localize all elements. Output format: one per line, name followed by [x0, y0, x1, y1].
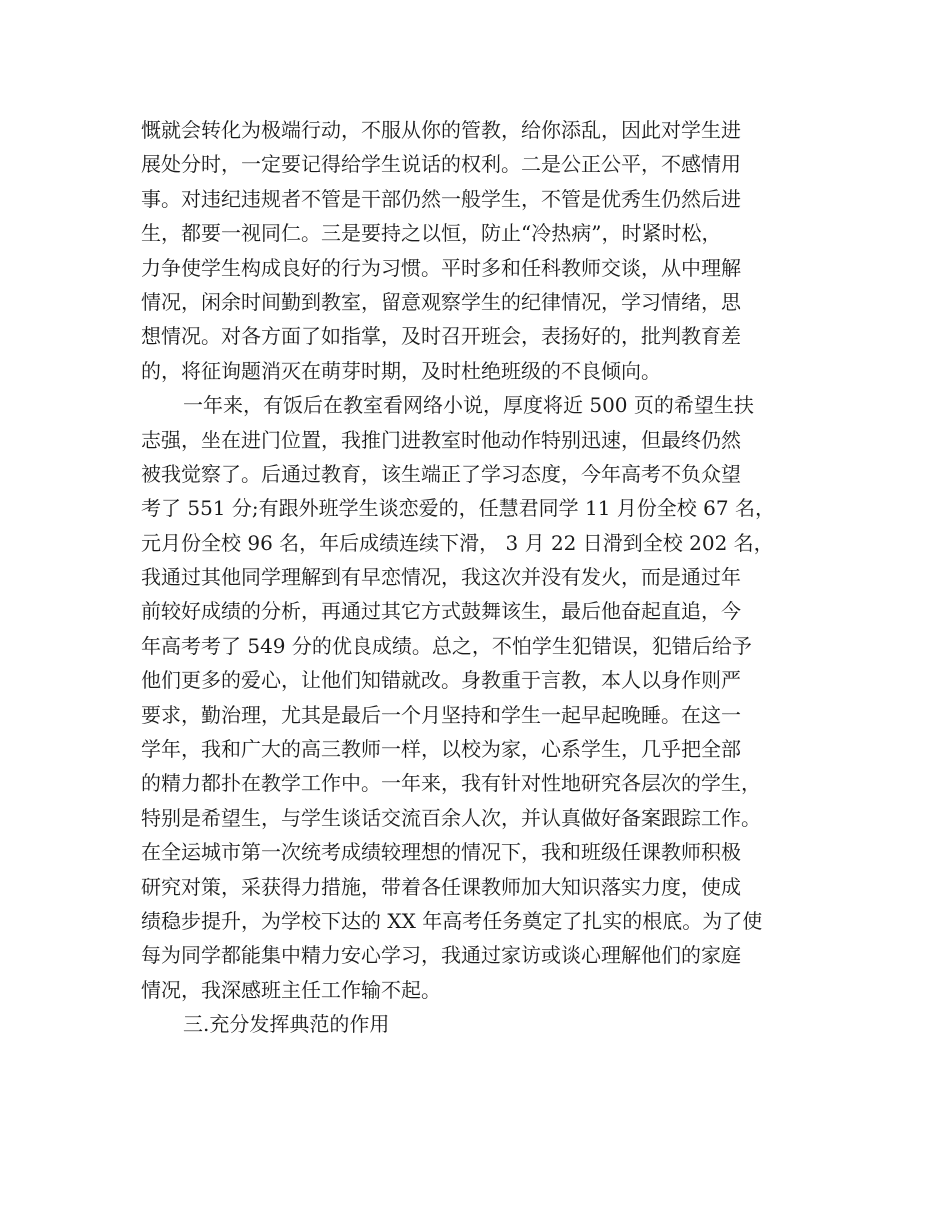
section-heading: 三.充分发挥典范的作用: [183, 1012, 390, 1037]
text-line: 前较好成绩的分析，再通过其它方式鼓舞该生，最后他奋起直追，今: [141, 599, 741, 624]
text-line: 情况，我深感班主任工作输不起。: [141, 977, 441, 1002]
text-line: 事。对违纪违规者不管是干部仍然一般学生，不管是优秀生仍然后进: [141, 186, 741, 211]
text-line: 要求，勤治理，尤其是最后一个月坚持和学生一起早起晚睡。在这一: [141, 702, 741, 727]
paragraph-start-line: 一年来，有饭后在教室看网络小说，厚度将近 500 页的希望生扶: [183, 393, 754, 418]
text-line: 在全运城市第一次统考成绩较理想的情况下，我和班级任课教师积极: [141, 840, 741, 865]
text-line: 的，将征询题消灭在萌芽时期，及时杜绝班级的不良倾向。: [141, 358, 661, 383]
text-line: 他们更多的爱心，让他们知错就改。身教重于言教，本人以身作则严: [141, 668, 741, 693]
text-line: 研究对策，采获得力措施，带着各任课教师加大知识落实力度，使成: [141, 874, 741, 899]
text-line: 学年，我和广大的高三教师一样，以校为家，心系学生，几乎把全部: [141, 737, 741, 762]
text-line: 志强，坐在进门位置，我推门进教室时他动作特别迅速，但最终仍然: [141, 427, 741, 452]
text-line: 年高考考了 549 分的优良成绩。总之，不怕学生犯错误，犯错后给予: [141, 633, 752, 658]
text-line: 考了 551 分;有跟外班学生谈恋爱的，任慧君同学 11 月份全校 67 名，: [141, 496, 775, 521]
text-line: 特别是希望生，与学生谈话交流百余人次，并认真做好备案跟踪工作。: [141, 805, 761, 830]
document-body: [141, 113, 841, 1042]
text-line: 的精力都扑在教学工作中。一年来，我有针对性地研究各层次的学生，: [141, 771, 761, 796]
text-line: 想情况。对各方面了如指掌，及时召开班会，表扬好的，批判教育差: [141, 324, 741, 349]
text-line: 展处分时，一定要记得给学生说话的权利。二是公正公平，不感情用: [141, 152, 741, 177]
text-line: 力争使学生构成良好的行为习惯。平时多和任科教师交谈，从中理解: [141, 255, 741, 280]
text-line: 慨就会转化为极端行动，不服从你的管教，给你添乱，因此对学生进: [141, 118, 741, 142]
text-line: 元月份全校 96 名，年后成绩连续下滑， 3 月 22 日滑到全校 202 名，: [141, 530, 774, 555]
text-line: 我通过其他同学理解到有早恋情况，我这次并没有发火，而是通过年: [141, 565, 741, 590]
text-line: 每为同学都能集中精力安心学习，我通过家访或谈心理解他们的家庭: [141, 943, 741, 968]
text-line: 生，都要一视同仁。三是要持之以恒，防止“冷热病”，时紧时松，: [141, 221, 722, 246]
text-line: 被我觉察了。后通过教育，该生端正了学习态度，今年高考不负众望: [141, 461, 741, 486]
text-line: 绩稳步提升，为学校下达的 XX 年高考任务奠定了扎实的根底。为了使: [141, 908, 763, 933]
text-line: 情况，闲余时间勤到教室，留意观察学生的纪律情况，学习情绪，思: [141, 289, 741, 314]
